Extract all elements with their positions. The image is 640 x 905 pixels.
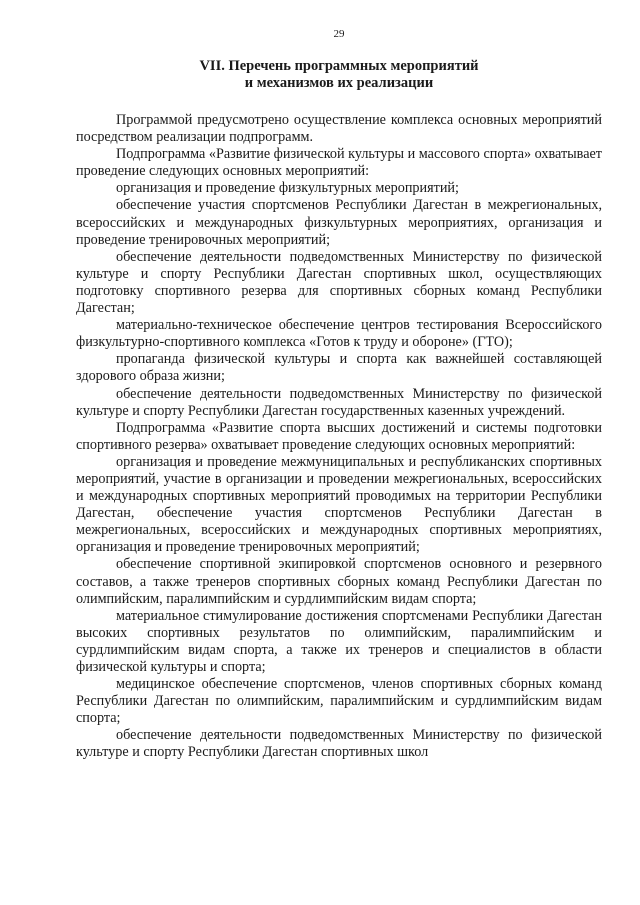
section-heading-line-1: VII. Перечень программных мероприятий — [199, 58, 479, 74]
paragraph: материальное стимулирование достижения спортсменами Республики Дагестан высоких спортивных результатов по олимпийским, паралимпийским и сурдлимпийским видам спорта, а также их тренеров и специалистов в области физической культуры и спорта; — [76, 607, 602, 675]
paragraph: обеспечение деятельности подведомственных Министерству по физической культуре и спорту Республики Дагестан государственных казенных учреждений. — [76, 385, 602, 419]
section-heading — [76, 58, 602, 92]
paragraph: медицинское обеспечение спортсменов, членов спортивных сборных команд Республики Дагестан по олимпийским, паралимпийским и сурдлимпийским видам спорта; — [76, 676, 602, 727]
paragraph: организация и проведение физкультурных мероприятий; — [116, 180, 459, 197]
page-number: 29 — [333, 28, 345, 40]
paragraph: обеспечение деятельности подведомственных Министерству по физической культуре и спорту Республики Дагестан спортивных школ — [76, 727, 602, 761]
body-text — [76, 112, 602, 762]
paragraph: обеспечение деятельности подведомственных Министерству по физической культуре и спорту Республики Дагестан спортивных школ, осуществляющих подготовку спортивного резерва для спортивных сборных команд Республики Дагестан; — [76, 248, 602, 317]
paragraph: обеспечение участия спортсменов Республики Дагестан в межрегиональных, всероссийских и международных физкультурных мероприятиях, организация и проведение тренировочных мероприятий; — [76, 197, 602, 248]
paragraph: организация и проведение межмуниципальных и республиканских спортивных мероприятий, участие в организации и проведении межрегиональных, всероссийских и международных спортивных мероприятий проводимых на территории Республики Дагестан, обеспечение участия спортсменов Республики Дагестан в межрегиональных, всероссийских и международных спортивных мероприятиях, организация и проведение тренировочных мероприятий; — [76, 453, 602, 556]
paragraph: материально-техническое обеспечение центров тестирования Всероссийского физкультурно-спортивного комплекса «Готов к труду и обороне» (ГТО); — [76, 317, 602, 351]
paragraph: Подпрограмма «Развитие спорта высших достижений и системы подготовки спортивного резерва» охватывает проведение следующих основных мероприятий: — [76, 419, 602, 453]
paragraph: Подпрограмма «Развитие физической культуры и массового спорта» охватывает проведение следующих основных мероприятий: — [76, 146, 602, 180]
section-heading-line-2: и механизмов их реализации — [244, 75, 434, 91]
paragraph: Программой предусмотрено осуществление комплекса основных мероприятий посредством реализации подпрограмм. — [76, 112, 602, 146]
paragraph: обеспечение спортивной экипировкой спортсменов основного и резервного составов, а также тренеров спортивных сборных команд Республики Дагестан по олимпийским, паралимпийским и сурдлимпийским видам спорта; — [76, 556, 602, 607]
paragraph: пропаганда физической культуры и спорта как важнейшей составляющей здорового образа жизни; — [76, 351, 602, 385]
